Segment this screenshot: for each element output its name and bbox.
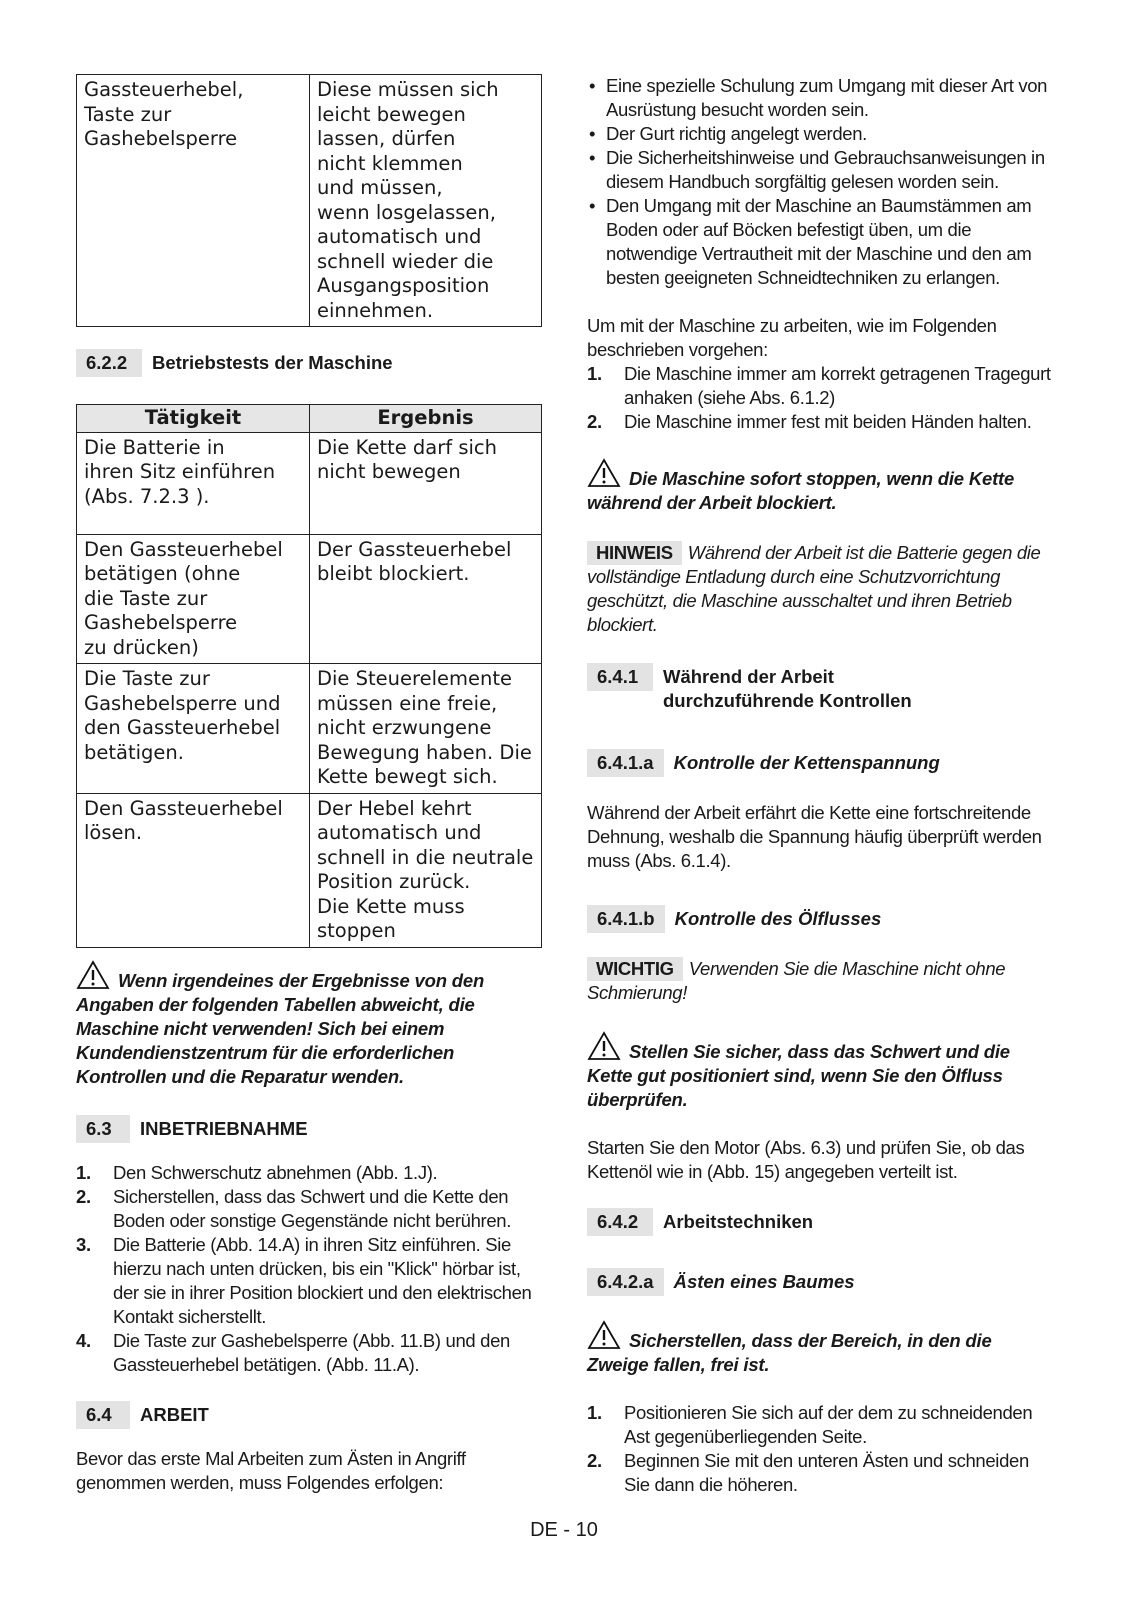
note-label: WICHTIG <box>587 957 683 981</box>
section-number: 6.3 <box>76 1115 130 1143</box>
warning-results <box>76 960 542 1089</box>
note-text: Verwenden Sie die Maschine nicht ohne Schmierung! <box>587 958 1006 1003</box>
list-text: Eine spezielle Schulung zum Umgang mit dieser Art von Ausrüstung besucht worden sein. <box>606 75 1048 120</box>
note-oil <box>587 957 1053 1005</box>
section-number: 6.4 <box>76 1401 130 1429</box>
list-text: Beginnen Sie mit den unteren Ästen und schneiden Sie dann die höheren. <box>624 1450 1029 1495</box>
list-text: Die Maschine immer am korrekt getragenen Tragegurt anhaken (siehe Abs. 6.1.2) <box>624 363 1051 408</box>
warning-triangle-icon <box>587 1031 621 1061</box>
list-number: 1. <box>587 1402 602 1423</box>
work-steps-list <box>587 362 1053 434</box>
list-text: Die Sicherheitshinweise und Gebrauchsanweisungen in diesem Handbuch sorgfältig gelesen worden sein. <box>606 147 1045 192</box>
table-cell: Die Batterie in ihren Sitz einführen (Abs. 7.2.3 ). <box>77 432 310 534</box>
note-text: Während der Arbeit ist die Batterie gegen die vollständige Entladung durch eine Schutzvorrichtung geschützt, die Maschine ausschaltet und ihren Betrieb blockiert. <box>587 542 1041 635</box>
section-heading-6-4-1 <box>587 663 1053 713</box>
section-heading-6-4-1-b <box>587 905 1053 933</box>
section-heading-6-4 <box>76 1401 542 1429</box>
page-number: DE - 10 <box>530 1519 598 1541</box>
warning-text: Die Maschine sofort stoppen, wenn die Kette während der Arbeit blockiert. <box>587 468 1015 513</box>
list-item <box>587 146 1053 194</box>
work-intro-paragraph: Bevor das erste Mal Arbeiten zum Ästen in Angriff genommen werden, muss Folgendes erfolgen: <box>76 1447 466 1493</box>
tests-table <box>76 404 542 948</box>
note-label: HINWEIS <box>587 541 682 565</box>
right-column <box>587 74 1053 1497</box>
section-title: INBETRIEBNAHME <box>140 1117 308 1139</box>
warning-triangle-icon <box>587 1320 621 1350</box>
section-title: Ästen eines Baumes <box>673 1271 855 1292</box>
section-title: Betriebstests der Maschine <box>152 352 393 373</box>
section-title: Arbeitstechniken <box>663 1211 814 1232</box>
list-item <box>587 194 1053 290</box>
section-title: Kontrolle der Kettenspannung <box>673 752 940 773</box>
list-item <box>587 410 1053 434</box>
list-item <box>76 1161 542 1185</box>
bullet: • <box>589 123 596 144</box>
section-title: ARBEIT <box>140 1403 209 1425</box>
bullet: • <box>589 147 596 168</box>
list-number: 2. <box>587 1450 602 1471</box>
table-cell: Die Taste zur Gashebelsperre und den Gassteuerhebel betätigen. <box>77 664 310 794</box>
warning-stop <box>587 458 1053 515</box>
list-number: 3. <box>76 1233 91 1255</box>
list-text: Den Schwerschutz abnehmen (Abb. 1.J). <box>113 1161 438 1183</box>
bullet: • <box>589 195 596 216</box>
list-item <box>587 122 1053 146</box>
left-column <box>76 74 542 1495</box>
section-number: 6.4.1.b <box>587 905 665 933</box>
table-row <box>77 534 542 664</box>
column-header: Ergebnis <box>310 405 542 433</box>
table-row <box>77 664 542 794</box>
table-cell: Der Hebel kehrt automatisch und schnell in die neutrale Position zurück. Die Kette muss stoppen <box>310 793 542 947</box>
warning-triangle-icon <box>587 458 621 488</box>
list-number: 4. <box>76 1329 91 1351</box>
startup-steps-list <box>76 1161 542 1377</box>
column-header: Tätigkeit <box>77 405 310 433</box>
work-procedure-intro: Um mit der Maschine zu arbeiten, wie im Folgenden beschrieben vorgehen: <box>587 315 997 360</box>
warning-text: Wenn irgendeines der Ergebnisse von den Angaben der folgenden Tabellen abweicht, die Maschine nicht verwenden! Sich bei einem Kundendienstzentrum für die erforderlichen Kontrollen und die Reparatur wenden. <box>76 969 485 1087</box>
table-header-row <box>77 405 542 433</box>
table-cell: Der Gassteuerhebel bleibt blockiert. <box>310 534 542 664</box>
table-cell: Gassteuerhebel, Taste zur Gashebelsperre <box>77 75 310 327</box>
table-row <box>77 793 542 947</box>
list-item <box>587 362 1053 410</box>
controls-table <box>76 74 542 327</box>
table-cell: Diese müssen sich leicht bewegen lassen, dürfen nicht klemmen und müssen, wenn losgelassen, automatisch und schnell wieder die Ausgangsposition einnehmen. <box>310 75 542 327</box>
section-heading-6-2-2 <box>76 349 542 377</box>
warning-text: Stellen Sie sicher, dass das Schwert und die Kette gut positioniert sind, wenn Sie den Ölfluss überprüfen. <box>587 1041 1010 1110</box>
list-text: Positionieren Sie sich auf der dem zu schneidenden Ast gegenüberliegenden Seite. <box>624 1402 1033 1447</box>
prerequisites-list <box>587 74 1053 290</box>
list-text: Die Maschine immer fest mit beiden Händen halten. <box>624 411 1032 432</box>
list-item <box>76 1185 542 1233</box>
section-heading-6-4-2 <box>587 1208 1053 1236</box>
section-number: 6.4.1 <box>587 663 653 691</box>
table-row <box>77 432 542 534</box>
list-item <box>76 1329 542 1377</box>
list-number: 2. <box>76 1185 91 1207</box>
list-text: Sicherstellen, dass das Schwert und die Kette den Boden oder sonstige Gegenstände nicht berühren. <box>113 1185 512 1231</box>
section-number: 6.4.1.a <box>587 749 664 777</box>
list-item <box>587 1449 1053 1497</box>
list-text: Der Gurt richtig angelegt werden. <box>606 123 867 144</box>
list-text: Den Umgang mit der Maschine an Baumstämmen am Boden oder auf Böcken befestigt üben, um die notwendige Vertrautheit mit der Maschine und den am besten geeigneten Schneidtechniken zu erlangen. <box>606 195 1032 288</box>
list-number: 1. <box>587 363 602 384</box>
section-title: Während der Arbeit durchzuführende Kontrollen <box>663 666 912 711</box>
list-text: Die Batterie (Abb. 14.A) in ihren Sitz einführen. Sie hierzu nach unten drücken, bis ein "Klick" hörbar ist, der sie in ihrer Position blockiert und den elektrischen Kontakt sicherstellt. <box>113 1233 532 1327</box>
table-cell: Die Steuerelemente müssen eine freie, nicht erzwungene Bewegung haben. Die Kette bewegt sich. <box>310 664 542 794</box>
note-battery <box>587 541 1053 637</box>
list-item <box>587 1401 1053 1449</box>
pruning-steps-list <box>587 1401 1053 1497</box>
section-title: Kontrolle des Ölflusses <box>674 908 882 929</box>
chain-tension-paragraph: Während der Arbeit erfährt die Kette eine fortschreitende Dehnung, weshalb die Spannung häufig überprüft werden muss (Abs. 6.1.4). <box>587 802 1042 871</box>
list-item <box>76 1233 542 1329</box>
list-item <box>587 74 1053 122</box>
table-cell: Den Gassteuerhebel lösen. <box>77 793 310 947</box>
oil-flow-paragraph: Starten Sie den Motor (Abs. 6.3) und prüfen Sie, ob das Kettenöl wie in (Abb. 15) angegeben verteilt ist. <box>587 1137 1025 1182</box>
warning-area <box>587 1320 1053 1377</box>
warning-oil <box>587 1031 1053 1112</box>
warning-triangle-icon <box>76 960 110 990</box>
section-number: 6.4.2.a <box>587 1268 664 1296</box>
bullet: • <box>589 75 596 96</box>
section-heading-6-4-1-a <box>587 749 1053 777</box>
section-heading-6-3 <box>76 1115 542 1143</box>
table-cell: Die Kette darf sich nicht bewegen <box>310 432 542 534</box>
warning-text: Sicherstellen, dass der Bereich, in den die Zweige fallen, frei ist. <box>587 1330 992 1375</box>
table-cell: Den Gassteuerhebel betätigen (ohne die Taste zur Gashebelsperre zu drücken) <box>77 534 310 664</box>
table-row <box>77 75 542 327</box>
list-number: 1. <box>76 1161 91 1183</box>
list-number: 2. <box>587 411 602 432</box>
list-text: Die Taste zur Gashebelsperre (Abb. 11.B) und den Gassteuerhebel betätigen. (Abb. 11.A). <box>113 1329 510 1375</box>
section-number: 6.2.2 <box>76 349 142 377</box>
section-number: 6.4.2 <box>587 1208 653 1236</box>
section-heading-6-4-2-a <box>587 1268 1053 1296</box>
